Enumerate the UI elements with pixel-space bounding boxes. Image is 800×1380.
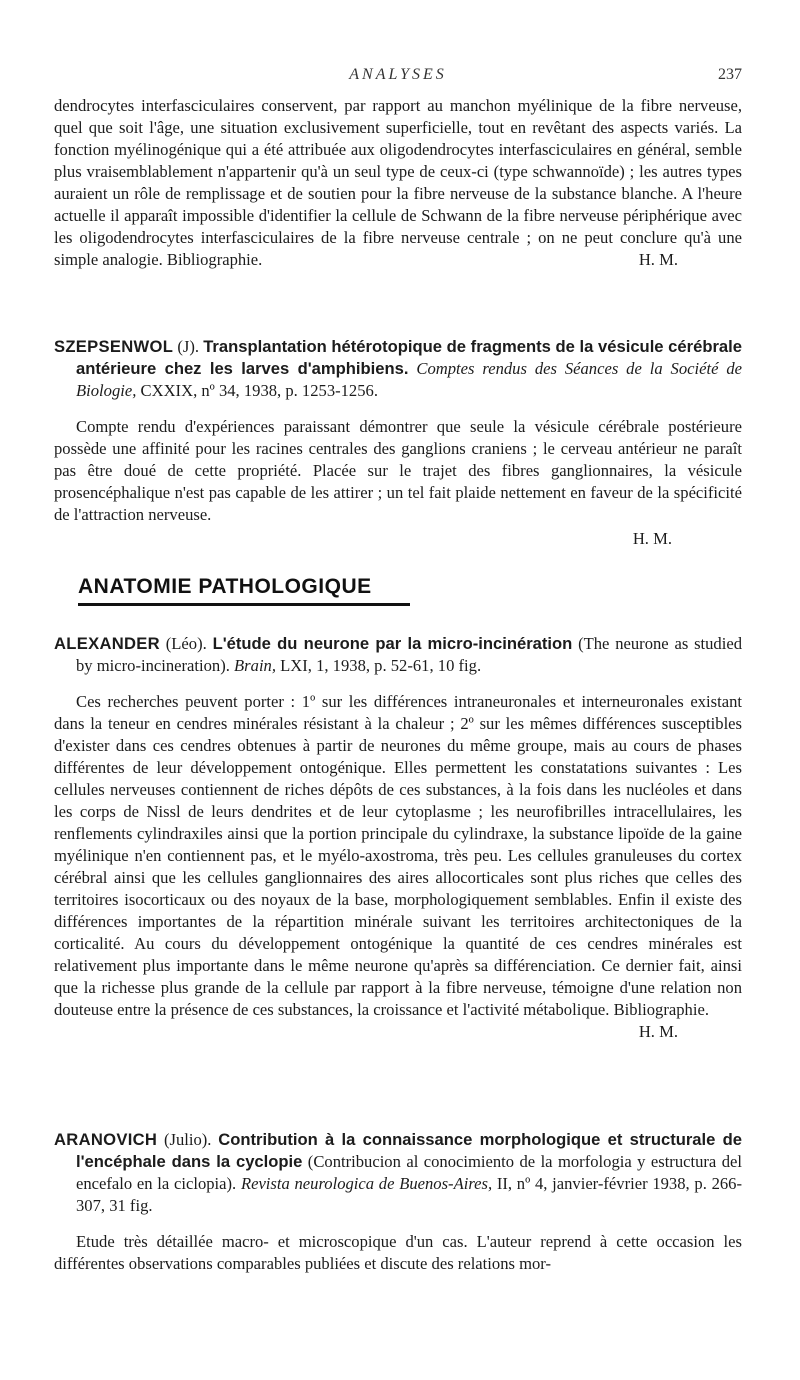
running-title: ANALYSES [349,66,447,83]
author-initial: (Julio). [157,1130,219,1149]
section-heading: ANATOMIE PATHOLOGIQUE [78,575,372,598]
entry-heading [54,633,742,677]
reference-details: II, nº 4, janvier-février 1938, p. 266-307, 31 fig. [76,1174,742,1215]
author-name: SZEPSENWOL [54,337,174,356]
page-number: 237 [718,66,742,83]
article-title: Transplantation hétérotopique de fragments de la vésicule cérébrale antérieure chez les larves d'amphibiens. [76,337,742,378]
section-underline [78,603,410,606]
entry-alexander [54,633,742,1043]
journal-name: Comptes rendus des Séances de la Société de Biologie, [76,359,742,400]
original-title: (Contribucion al conocimiento de la morfologia y estructura del encefalo en la ciclopia). [76,1152,742,1193]
author-name: ARANOVICH [54,1130,158,1149]
page-header [54,66,742,90]
abstract-paragraph [54,691,742,1041]
entry-szepsenwol [54,336,742,550]
abstract-paragraph: Etude très détaillée macro- et microscopique d'un cas. L'auteur reprend à cette occasion les différentes observations comparables publiées et discute des relations mor- [54,1232,742,1273]
intro-text: dendrocytes interfasciculaires conservent, par rapport au manchon myélinique de la fibre nerveuse, quel que soit l'âge, une situation exclusivement superficielle, tout en revêtant des aspects variés. La fonction myélinogénique qui a été attribuée aux oligodendrocytes interfasciculaires en général, semble plus vraisemblablement n'appartenir qu'à un seul type de ceux-ci (type schwannoïde) ; les autres types auraient un rôle de remplissage et de soutien pour la fibre nerveuse de la substance blanche. A l'heure actuelle il apparaît impossible d'identifier la cellule de Schwann de la fibre nerveuse périphérique avec les oligodendrocytes interfasciculaires de la fibre nerveuse centrale ; on ne peut conclure qu'à une simple analogie. Bibliographie. [54,96,742,269]
abstract-text: Ces recherches peuvent porter : 1º sur les différences intraneuronales et interneuronales existant dans la teneur en cendres minérales résistant à la chaleur ; 2º sur les mêmes différences susceptibles d'exister dans ces cendres obtenues à partir de neurones du même groupe, mais au cours de phases différentes de leur développement ontogénique. Elles permettent les constatations suivantes : Les cellules nerveuses contiennent de riches dépôts de ces substances, à la fois dans les nucléoles et dans les corps de Nissl de leurs dendrites et de leur cytoplasme ; les neurofibrilles intracellulaires, les renflements cylindraxiles ainsi que la portion principale du cylindraxe, la substance lipoïde de la gaine myélinique n'en contiennent pas, et le myélo-axostroma, très peu. Les cellules granuleuses du cortex cérébral ainsi que les cellules ganglionnaires des aires allocorticales sont plus riches que celles des territoires isocorticaux ou des noyaux de la base, morphologiquement semblables. Enfin il existe des différences importantes de la répartition minérale suivant les territoires architectoniques de la corticalité. Au cours du développement ontogénique la quantité de ces cendres minérales est relativement plus importante dans le même neurone qu'après sa différenciation. Ce dernier fait, ainsi que la richesse plus grande de la cellule par rapport à la fibre nerveuse, témoigne d'une relation non douteuse entre la présence de ces substances, la croissance et l'activité métabolique. Bibliographie. [54,692,742,1019]
entry-heading [54,1129,742,1217]
reference-details: LXI, 1, 1938, p. 52-61, 10 fig. [276,656,482,675]
journal-name: Revista neurologica de Buenos-Aires, [240,1174,493,1193]
intro-signature: H. M. [638,250,678,269]
article-title: L'étude du neurone par la micro-incinération [212,634,573,653]
reference-details: CXXIX, nº 34, 1938, p. 1253-1256. [136,381,378,400]
abstract-signature: H. M. [638,1022,678,1041]
article-title: Contribution à la connaissance morphologique et structurale de l'encéphale dans la cyclopie [76,1130,742,1171]
intro-paragraph-block [54,95,742,271]
author-initial: (J). [173,337,204,356]
entry-aranovich [54,1129,742,1275]
intro-paragraph [54,95,742,271]
author-name: ALEXANDER [54,634,160,653]
journal-name: Brain, [234,656,276,675]
original-title: (The neurone as studied by micro-incineration). [76,634,742,675]
abstract-paragraph: Compte rendu d'expériences paraissant démontrer que seule la vésicule cérébrale postérieure possède une affinité pour les racines centrales des ganglions craniens ; le cerveau antérieur ne paraît pas être doué de cette propriété. Placée sur le trajet des fibres ganglionnaires, la vésicule prosencéphalique n'est pas capable de les attirer ; un tel fait plaide nettement en faveur de la spécificité de l'attraction nerveuse. [54,417,742,524]
abstract-signature: H. M. [632,529,672,548]
entry-heading [54,336,742,402]
author-initial: (Léo). [159,634,213,653]
